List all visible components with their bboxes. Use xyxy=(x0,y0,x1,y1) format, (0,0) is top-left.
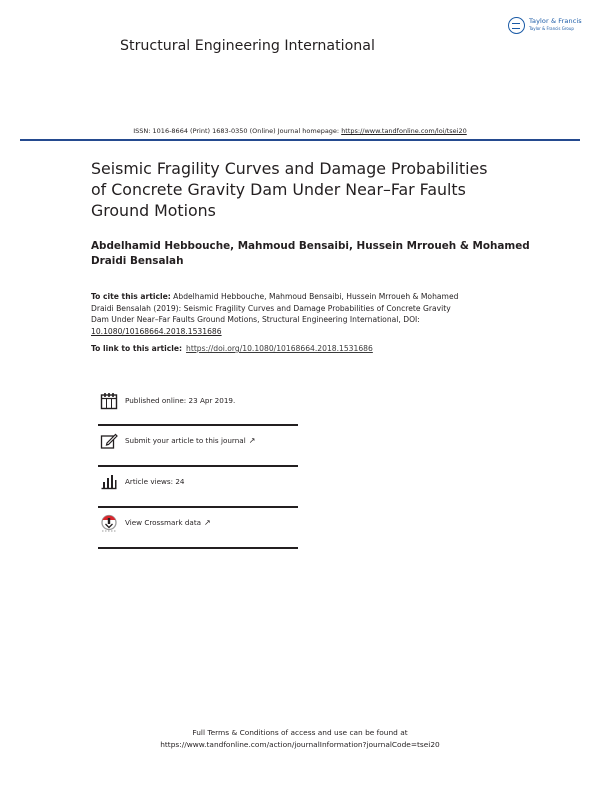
citation-label: To cite this article: xyxy=(91,292,171,301)
external-link-icon: ↗ xyxy=(248,436,256,445)
article-views-row xyxy=(98,473,298,493)
authors-line: Abdelhamid Hebbouche, Mahmoud Bensaibi, Hussein Mrroueh & Mohamed xyxy=(91,240,530,252)
article-title-line: of Concrete Gravity Dam Under Near–Far Faults xyxy=(91,180,466,199)
link-to-article-label: To link to this article: xyxy=(91,344,183,353)
publisher-group-name: Taylor & Francis Group xyxy=(529,26,574,31)
article-title-line: Ground Motions xyxy=(91,201,216,220)
crossmark-row[interactable] xyxy=(98,514,298,534)
issn-text: ISSN: 1016-8664 (Print) 1683-0350 (Online) Journal homepage: xyxy=(133,127,342,135)
footer-text: Full Terms & Conditions of access and use can be found at xyxy=(192,728,408,737)
submit-article-row[interactable] xyxy=(98,432,298,452)
footer-terms xyxy=(0,727,600,750)
divider xyxy=(98,506,298,508)
article-title xyxy=(91,158,531,221)
link-to-article xyxy=(91,344,373,353)
external-link-icon: ↗ xyxy=(204,518,211,527)
footer-terms-link[interactable]: https://www.tandfonline.com/action/journalInformation?journalCode=tsei20 xyxy=(160,739,440,749)
citation-doi-link[interactable]: 10.1080/10168664.2018.1531686 xyxy=(91,326,222,336)
issn-line xyxy=(0,127,600,135)
published-online-row xyxy=(98,392,298,412)
divider xyxy=(98,465,298,467)
publisher-logo xyxy=(508,16,588,38)
citation-text: Dam Under Near–Far Faults Ground Motions, Structural Engineering International, DOI: xyxy=(91,315,420,325)
publisher-name: Taylor & Francis xyxy=(529,17,582,25)
header-rule xyxy=(20,139,580,141)
divider xyxy=(98,424,298,426)
authors-line: Draidi Bensalah xyxy=(91,255,184,267)
published-online-label: Published online: 23 Apr 2019. xyxy=(125,396,236,405)
citation-block xyxy=(91,291,531,337)
citation-text: Abdelhamid Hebbouche, Mahmoud Bensaibi, Hussein Mrroueh & Mohamed xyxy=(170,292,459,301)
publisher-logo-icon xyxy=(508,17,525,34)
submit-article-link[interactable]: Submit your article to this journal ↗ xyxy=(125,436,256,445)
authors xyxy=(91,239,531,269)
divider xyxy=(98,547,298,549)
citation-text: Draidi Bensalah (2019): Seismic Fragility Curves and Damage Probabilities of Concrete Gravity xyxy=(91,303,451,313)
edit-icon xyxy=(100,432,118,450)
article-views-label: Article views: 24 xyxy=(125,477,185,486)
bar-chart-icon xyxy=(100,473,118,491)
article-title-line: Seismic Fragility Curves and Damage Probabilities xyxy=(91,159,488,178)
article-doi-link[interactable]: https://doi.org/10.1080/10168664.2018.1531686 xyxy=(186,344,373,353)
calendar-icon xyxy=(100,392,118,410)
crossmark-icon xyxy=(100,514,118,532)
crossmark-link[interactable]: View Crossmark data ↗ xyxy=(125,518,211,527)
journal-homepage-link[interactable]: https://www.tandfonline.com/loi/tsei20 xyxy=(341,127,467,135)
journal-title: Structural Engineering International xyxy=(120,38,375,54)
